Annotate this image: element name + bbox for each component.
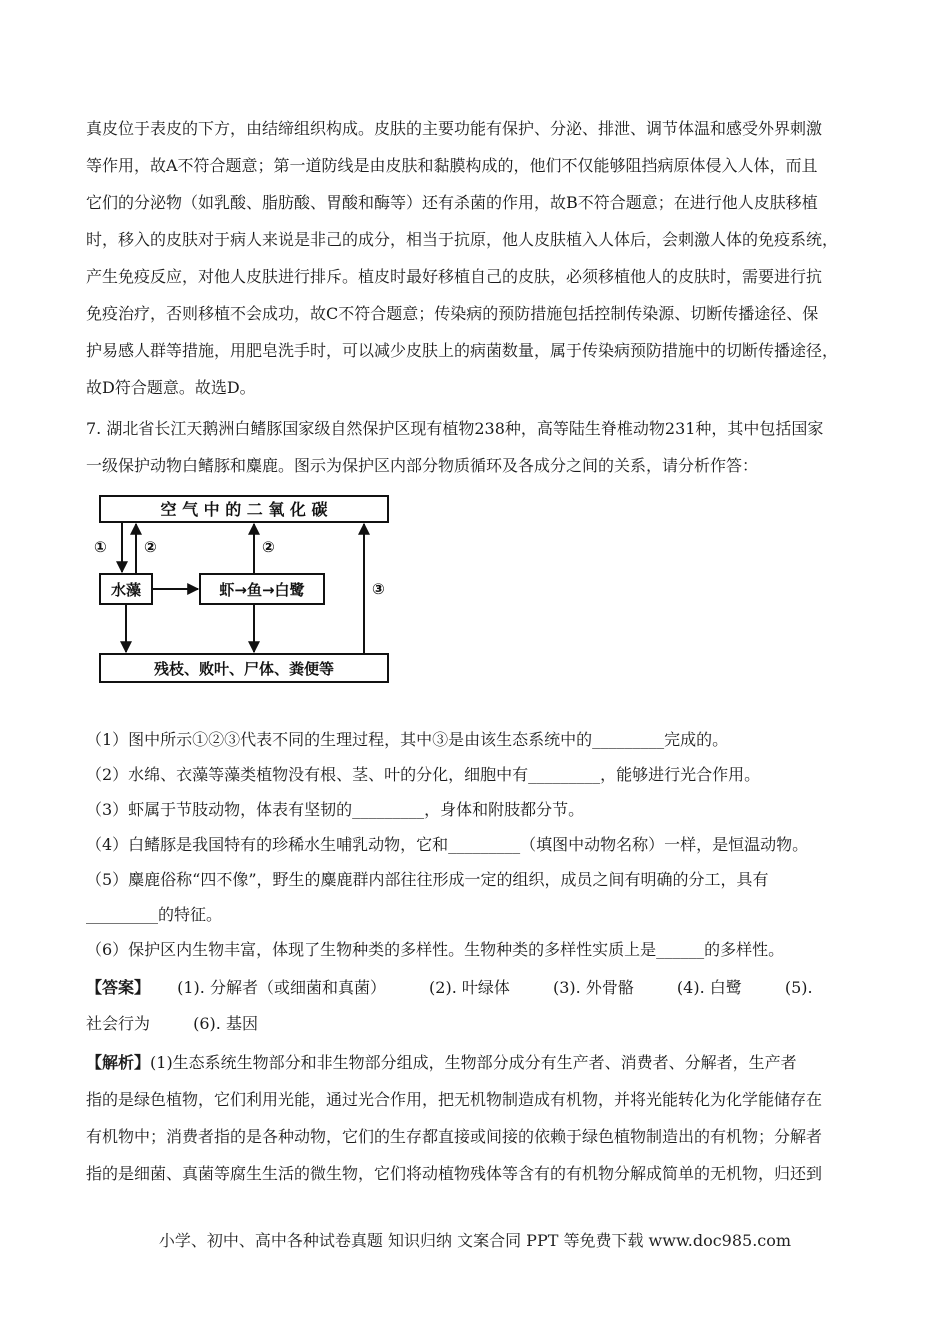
text-line: 指的是细菌、真菌等腐生生活的微生物，它们将动植物残体等含有的有机物分解成简单的无机物，归还到 (86, 1164, 823, 1183)
sub-question-6: （6）保护区内生物丰富，体现了生物种类的多样性。生物种类的多样性实质上是______的多样性。 (86, 940, 785, 959)
answer-block (86, 970, 876, 1042)
label-2a: ② (144, 538, 157, 556)
text-line: 有机物中；消费者指的是各种动物，它们的生存都直接或间接的依赖于绿色植物制造出的有机物；分解者 (86, 1127, 823, 1146)
sub-question-2: （2）水绵、衣藻等藻类植物没有根、茎、叶的分化，细胞中有_________，能够进行光合作用。 (86, 765, 761, 784)
page-footer: 小学、初中、高中各种试卷真题 知识归纳 文案合同 PPT 等免费下载 www.doc985.com (158, 1231, 792, 1250)
answer-item-5: (5). (784, 978, 813, 997)
answer-item-5-cont: 社会行为 (86, 1014, 151, 1033)
answer-item-6: (6). 基因 (193, 1014, 258, 1033)
algae-label: 水藻 (110, 581, 142, 599)
label-2b: ② (262, 538, 275, 556)
answer-item-4: (4). 白鹭 (676, 978, 742, 997)
carbon-cycle-diagram (92, 490, 402, 690)
text-line: 免疫治疗，否则移植不会成功，故C不符合题意；传染病的预防措施包括控制传染源、切断传播途径、保 (86, 304, 819, 323)
sub-question-1: （1）图中所示①②③代表不同的生理过程，其中③是由该生态系统中的_________完成的。 (86, 730, 729, 749)
text-line: 7. 湖北省长江天鹅洲白鳍豚国家级自然保护区现有植物238种，高等陆生脊椎动物231种，其中包括国家 (86, 419, 824, 438)
answer-item-2: (2). 叶绿体 (429, 978, 510, 997)
food-chain-label: 虾→鱼→白鹭 (219, 581, 305, 599)
text-line: 产生免疫反应，对他人皮肤进行排斥。植皮时最好移植自己的皮肤，必须移植他人的皮肤时，需要进行抗 (86, 267, 823, 286)
sub-questions (86, 722, 876, 967)
text-line: 护易感人群等措施，用肥皂洗手时，可以减少皮肤上的病菌数量，属于传染病预防措施中的切断传播途径， (86, 341, 839, 360)
answer-item-3: (3). 外骨骼 (552, 978, 634, 997)
text-line: 指的是绿色植物，它们利用光能，通过光合作用，把无机物制造成有机物，并将光能转化为化学能储存在 (86, 1090, 823, 1109)
sub-question-3: （3）虾属于节肢动物，体表有坚韧的_________，身体和附肢都分节。 (86, 800, 585, 819)
text-line: 一级保护动物白鳍豚和麋鹿。图示为保护区内部分物质循环及各成分之间的关系，请分析作答： (86, 456, 759, 475)
sub-question-4: （4）白鳍豚是我国特有的珍稀水生哺乳动物，它和_________（填图中动物名称）一样，是恒温动物。 (86, 835, 809, 854)
text-line: 真皮位于表皮的下方，由结缔组织构成。皮肤的主要功能有保护、分泌、排泄、调节体温和感受外界刺激 (86, 119, 823, 138)
sub-question-5: （5）麋鹿俗称“四不像”，野生的麋鹿群内部往往形成一定的组织，成员之间有明确的分工，具有 (86, 870, 769, 889)
label-1: ① (94, 538, 107, 556)
answer-item-1: (1). 分解者（或细菌和真菌） (177, 978, 386, 997)
remains-label: 残枝、败叶、尸体、粪便等 (153, 660, 335, 678)
text-line: 故D符合题意。故选D。 (86, 378, 256, 397)
answer-tag: 【答案】 (86, 978, 151, 997)
analysis-top-paragraph (86, 110, 876, 406)
text-line: 等作用，故A不符合题意；第一道防线是由皮肤和黏膜构成的，他们不仅能够阻挡病原体侵入人体，而且 (86, 156, 818, 175)
text-line: 时，移入的皮肤对于病人来说是非己的成分，相当于抗原，他人皮肤植入人体后，会刺激人体的免疫系统， (86, 230, 839, 249)
analysis-tag: 【解析】 (86, 1053, 151, 1072)
sub-question-5-cont: _________的特征。 (86, 905, 223, 924)
question-7-intro (86, 410, 876, 484)
analysis-block (86, 1044, 876, 1192)
analysis-first-line: (1)生态系统生物部分和非生物部分组成，生物部分成分有生产者、消费者、分解者，生产者 (150, 1053, 797, 1072)
label-3: ③ (372, 580, 385, 598)
air-co2-label: 空 气 中 的 二 氧 化 碳 (160, 500, 328, 519)
text-line: 它们的分泌物（如乳酸、脂肪酸、胃酸和酶等）还有杀菌的作用，故B不符合题意；在进行他人皮肤移植 (86, 193, 818, 212)
